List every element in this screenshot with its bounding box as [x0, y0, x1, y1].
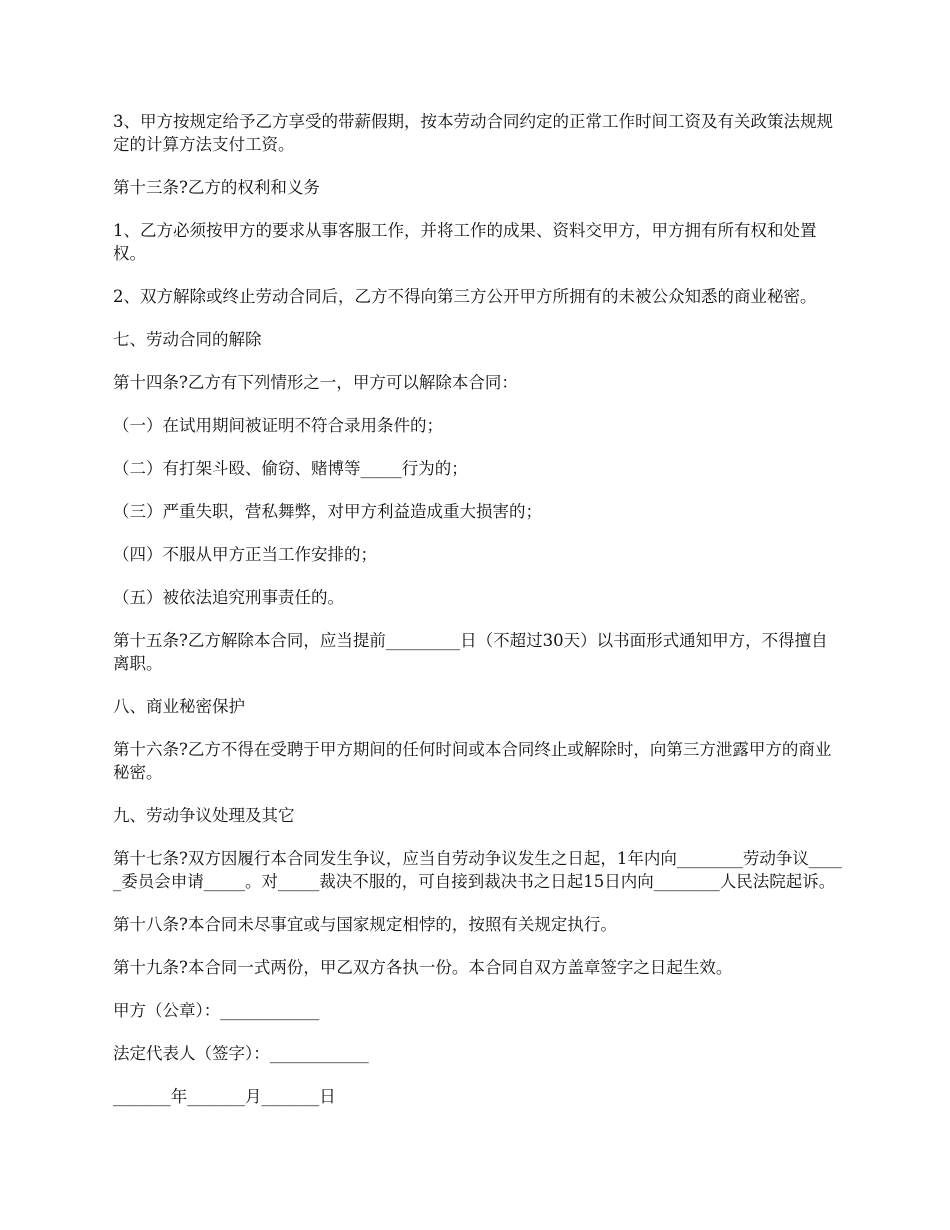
list-item-termination-4: （四）不服从甲方正当工作安排的；	[113, 545, 377, 564]
paragraph-article-15: 第十五条?乙方解除本合同，应当提前_________日（不超过30天）以书面形式通知甲方，不得擅自离职。	[113, 631, 828, 673]
paragraph-clause-2-trade-secrets: 2、双方解除或终止劳动合同后，乙方不得向第三方公开甲方所拥有的未被公众知悉的商业秘密。	[113, 287, 817, 306]
document-body	[113, 110, 843, 1108]
paragraph-clause-1-work-results: 1、乙方必须按甲方的要求从事客服工作，并将工作的成果、资料交甲方，甲方拥有所有权和处置权。	[113, 221, 817, 263]
paragraph-article-18: 第十八条?本合同未尽事宜或与国家规定相悖的，按照有关规定执行。	[113, 915, 617, 934]
signature-date-line: _______年_______月_______日	[113, 1087, 336, 1106]
section-heading-disputes: 九、劳动争议处理及其它	[113, 806, 295, 825]
paragraph-article-17: 第十七条?双方因履行本合同发生争议，应当自劳动争议发生之日起，1年内向________劳动争议_____委员会申请_____。对_____裁决不服的，可自接到裁决书之日起15日内向________人民法院起诉。	[113, 849, 842, 891]
heading-article-14: 第十四条?乙方有下列情形之一，甲方可以解除本合同：	[113, 373, 518, 392]
list-item-termination-1: （一）在试用期间被证明不符合录用条件的；	[113, 416, 443, 435]
section-heading-trade-secrets: 八、商业秘密保护	[113, 697, 245, 716]
list-item-termination-5: （五）被依法追究刑事责任的。	[113, 588, 344, 607]
paragraph-clause-3-paid-leave: 3、甲方按规定给予乙方享受的带薪假期，按本劳动合同约定的正常工作时间工资及有关政策法规规定的计算方法支付工资。	[113, 112, 833, 154]
section-heading-termination: 七、劳动合同的解除	[113, 330, 262, 349]
list-item-termination-2: （二）有打架斗殴、偷窃、赌博等_____行为的；	[113, 459, 468, 478]
paragraph-article-19: 第十九条?本合同一式两份，甲乙双方各执一份。本合同自双方盖章签字之日起生效。	[113, 958, 733, 977]
paragraph-article-16: 第十六条?乙方不得在受聘于甲方期间的任何时间或本合同终止或解除时，向第三方泄露甲方的商业秘密。	[113, 740, 832, 782]
list-item-termination-3: （三）严重失职，营私舞弊，对甲方利益造成重大损害的；	[113, 502, 542, 521]
signature-party-a-seal: 甲方（公章）：____________	[113, 1001, 320, 1020]
signature-legal-representative: 法定代表人（签字）：____________	[113, 1044, 369, 1063]
heading-article-13: 第十三条?乙方的权利和义务	[113, 178, 320, 197]
